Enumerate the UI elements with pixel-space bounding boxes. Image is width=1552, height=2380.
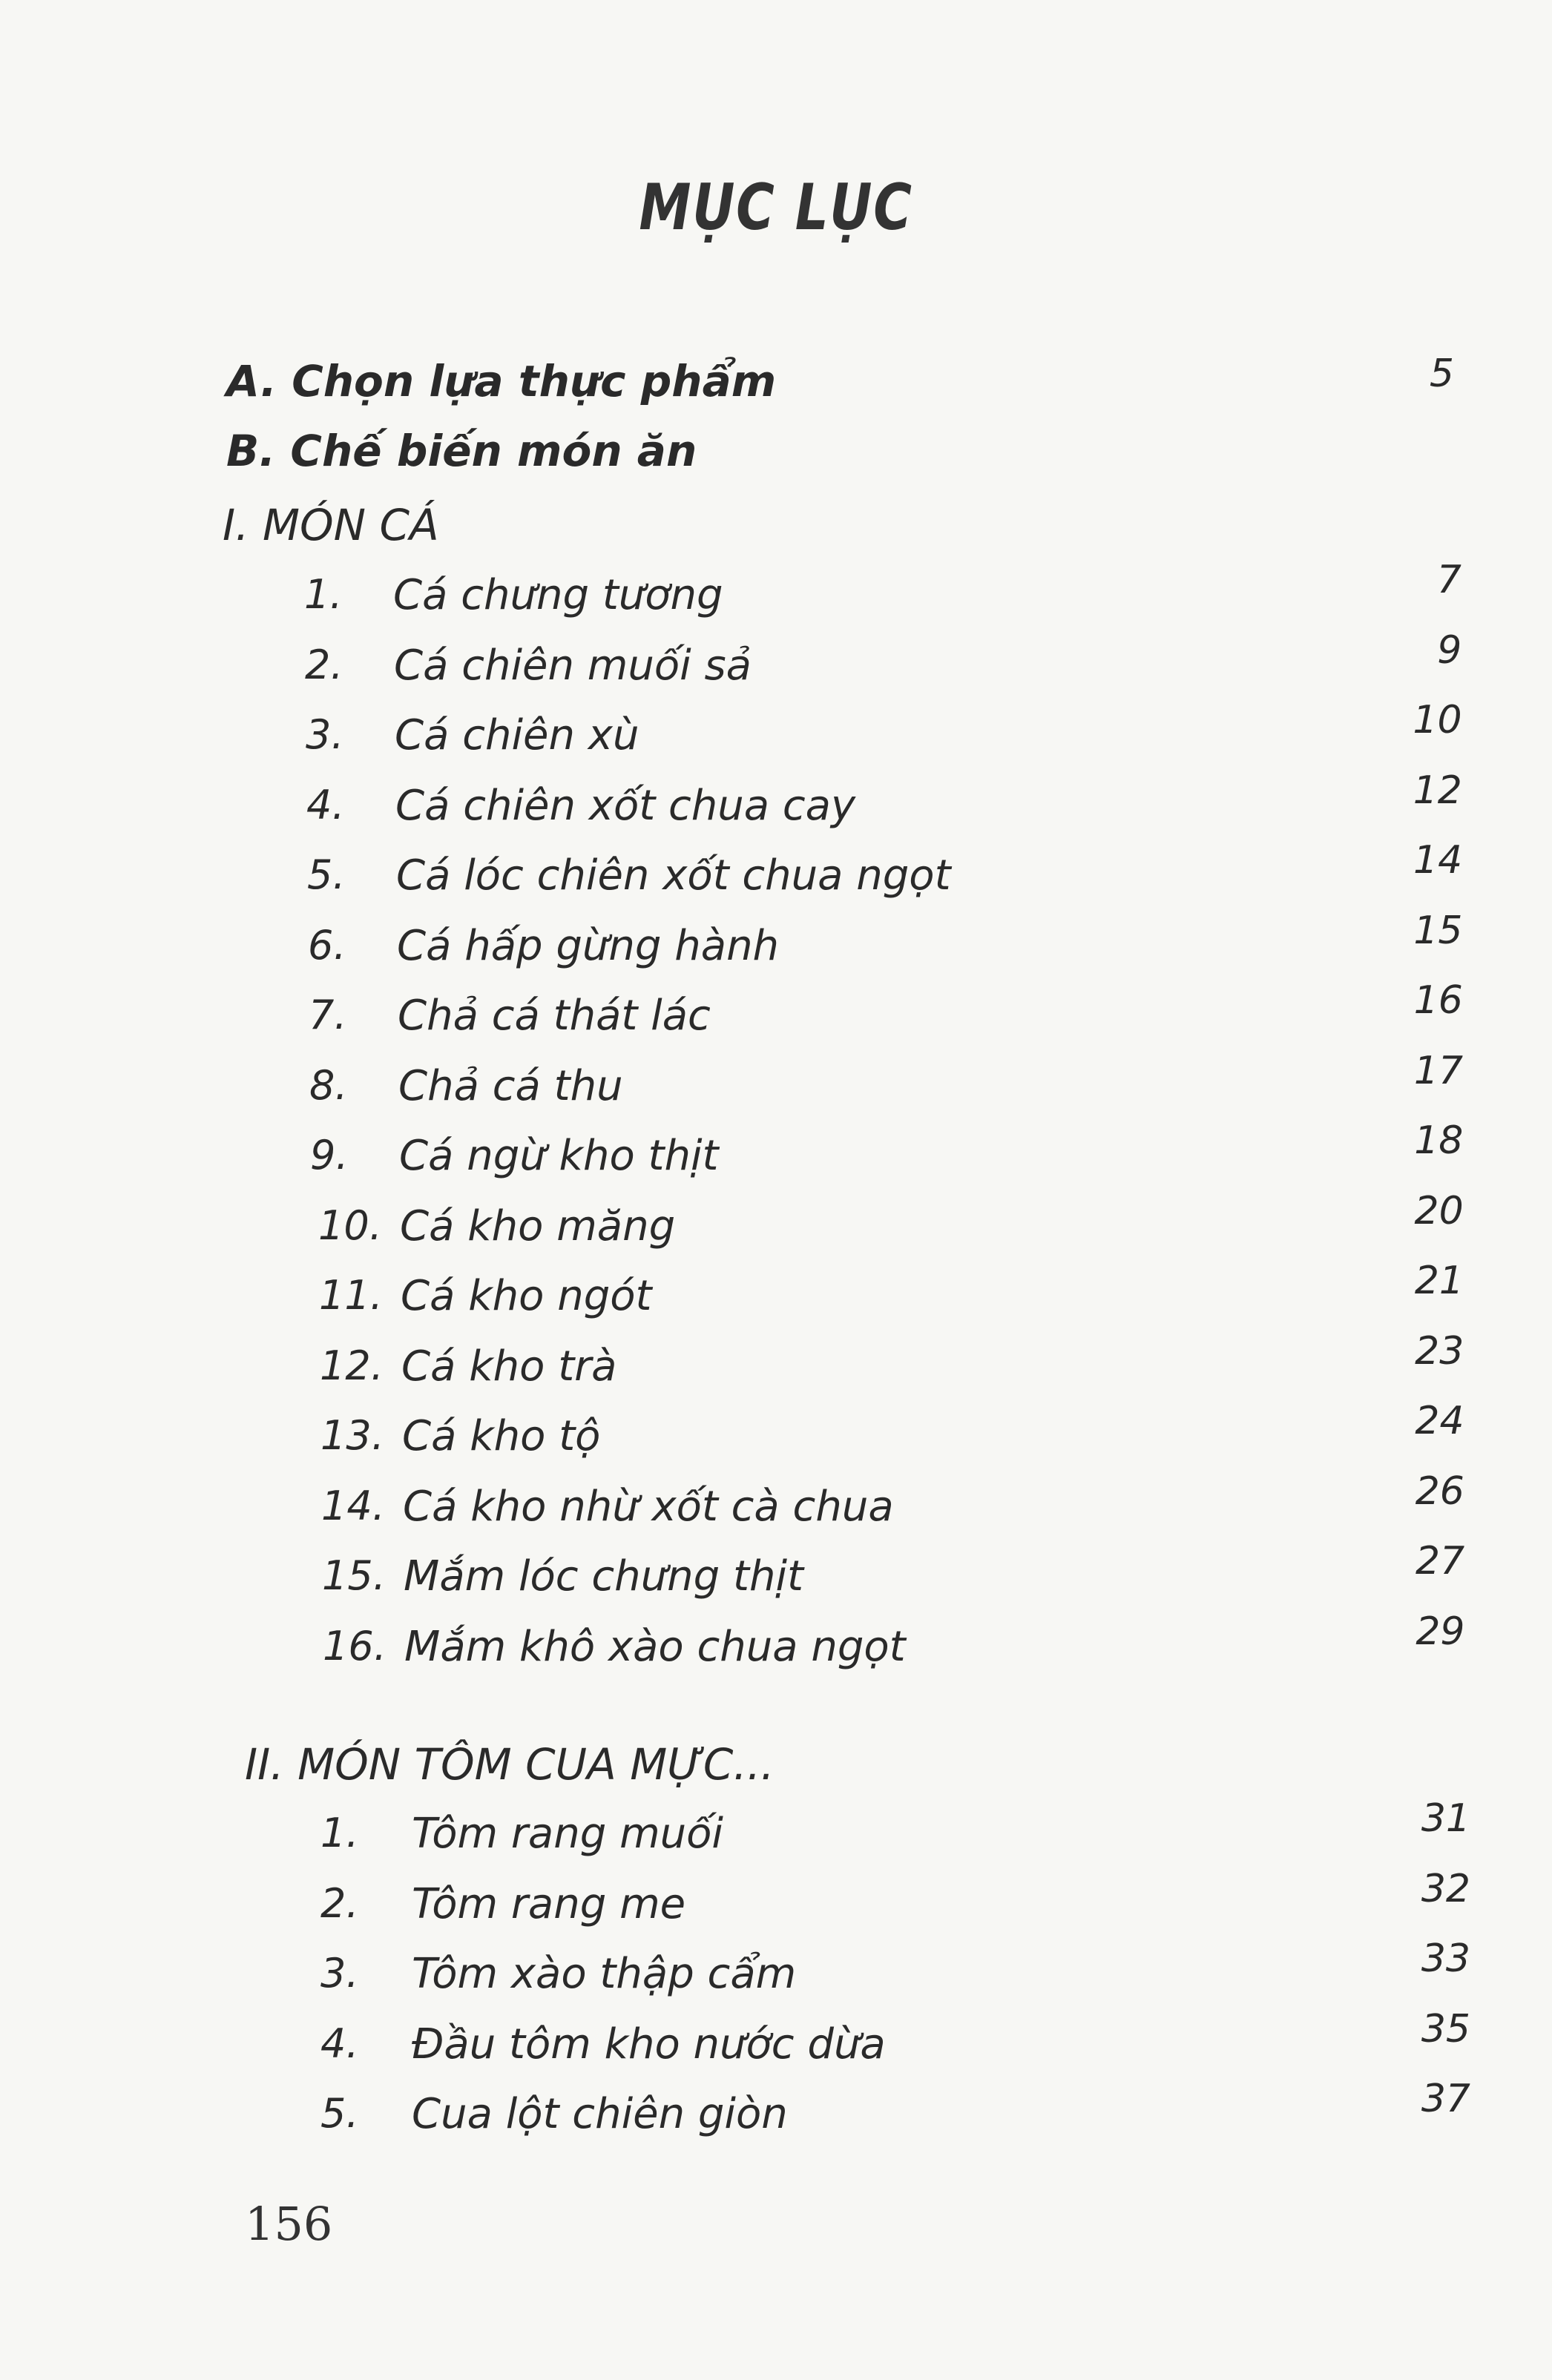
toc-item-number: 3.: [306, 711, 344, 758]
toc-item-number: 13.: [320, 1412, 384, 1459]
toc-page-number: 35: [1421, 2006, 1470, 2051]
toc-group-heading: I. MÓN CÁ: [223, 500, 439, 550]
toc-section-row: [0, 352, 1552, 426]
toc-item-row: [0, 2006, 1552, 2090]
page-number: 156: [245, 2197, 333, 2251]
toc-group-heading-row: [0, 500, 1552, 570]
toc-page-number: 20: [1414, 1188, 1464, 1233]
toc-item-label: Cá lóc chiên xốt chua ngọt: [396, 851, 951, 900]
toc-item-number: 12.: [320, 1342, 384, 1389]
toc-item-label: Mắm khô xào chua ngọt: [404, 1622, 906, 1671]
toc-item-row: [0, 1328, 1552, 1412]
toc-item-row: [0, 1866, 1552, 1950]
toc-item-label: Cá hấp gừng hành: [397, 921, 780, 970]
toc-page-number: 33: [1421, 1936, 1470, 1981]
toc-item-label: Tôm rang muối: [412, 1810, 723, 1858]
toc-item-number: 8.: [309, 1061, 348, 1109]
toc-page-number: 9: [1437, 627, 1462, 673]
toc-item-label: Cá ngừ kho thịt: [399, 1132, 719, 1180]
toc-page-number: 29: [1415, 1609, 1465, 1654]
toc-item-label: Tôm xào thập cẩm: [412, 1950, 797, 1998]
toc-item-label: Chả cá thu: [398, 1061, 623, 1110]
toc-page-number: 17: [1413, 1048, 1464, 1093]
toc-item-row: [0, 978, 1552, 1061]
toc-group-heading: II. MÓN TÔM CUA MỰC...: [245, 1739, 775, 1790]
toc-page-number: 15: [1413, 908, 1463, 953]
toc-item-label: Cá kho tộ: [402, 1412, 601, 1460]
toc-item-row: [0, 558, 1552, 641]
toc-item-number: 14.: [321, 1482, 385, 1529]
toc-item-label: Cá chiên xốt chua cay: [395, 781, 856, 830]
toc-item-row: [0, 1468, 1552, 1552]
toc-item-number: 11.: [319, 1272, 383, 1319]
toc-item-number: 5.: [307, 851, 346, 898]
toc-item-number: 1.: [304, 571, 343, 618]
toc-item-number: 4.: [320, 2020, 359, 2067]
toc-item-label: Cá kho măng: [400, 1201, 676, 1250]
toc-page-number: 27: [1415, 1539, 1465, 1583]
toc-item-label: Cá kho nhừ xốt cà chua: [403, 1482, 894, 1531]
toc-item-row: [0, 838, 1552, 921]
toc-page-number: 26: [1415, 1468, 1464, 1514]
toc-item-row: [0, 1048, 1552, 1132]
toc-page-number: 7: [1436, 558, 1461, 602]
toc-item-row: [0, 698, 1552, 781]
toc-item-row: [0, 1539, 1552, 1622]
toc-item-row: [0, 1609, 1552, 1692]
toc-item-number: 2.: [305, 641, 343, 688]
toc-item-label: Cá kho trà: [401, 1342, 617, 1391]
toc-item-row: [0, 1399, 1552, 1482]
toc-item-label: Mắm lóc chưng thịt: [404, 1552, 803, 1601]
toc-item-label: Cá chiên xù: [395, 711, 639, 759]
toc-item-number: 9.: [310, 1132, 349, 1179]
toc-item-number: 7.: [309, 992, 347, 1038]
toc-page-number: 23: [1415, 1328, 1464, 1374]
toc-item-row: [0, 2077, 1552, 2160]
toc-page-number: 31: [1421, 1796, 1470, 1841]
toc-item-number: 15.: [322, 1552, 386, 1599]
toc-item-number: 2.: [320, 1879, 359, 1927]
toc-section-label: B. Chế biến món ăn: [226, 426, 697, 476]
toc-item-number: 6.: [308, 921, 346, 969]
toc-item-number: 4.: [306, 781, 345, 828]
toc-item-number: 10.: [318, 1201, 382, 1249]
toc-page-number: 16: [1413, 978, 1463, 1023]
toc-item-row: [0, 627, 1552, 711]
toc-section-row: [0, 426, 1552, 495]
toc-item-row: [0, 768, 1552, 851]
page-title: MỤC LỤC: [639, 171, 913, 245]
toc-page-number: 24: [1415, 1399, 1464, 1443]
toc-page-number: 32: [1421, 1866, 1470, 1911]
toc-item-label: Đầu tôm kho nước dừa: [412, 2020, 886, 2069]
toc-item-row: [0, 908, 1552, 992]
toc-item-label: Tôm rang me: [412, 1879, 686, 1928]
toc-item-number: 1.: [320, 1810, 359, 1856]
toc-page-number: 21: [1414, 1259, 1464, 1303]
toc-item-row: [0, 1188, 1552, 1272]
toc-item-number: 5.: [320, 2090, 359, 2137]
toc-page-number: 12: [1413, 768, 1462, 813]
toc-item-row: [0, 1118, 1552, 1201]
toc-item-number: 3.: [320, 1950, 359, 1997]
toc-page-number: 37: [1421, 2077, 1470, 2121]
toc-group-heading-row: [0, 1739, 1552, 1809]
toc-item-row: [0, 1259, 1552, 1342]
toc-page-number: 18: [1414, 1118, 1464, 1163]
toc-section-label: A. Chọn lựa thực phẩm: [226, 356, 777, 406]
toc-page-number: 5: [1429, 352, 1454, 396]
toc-item-label: Chả cá thát lác: [398, 992, 711, 1040]
toc-item-number: 16.: [323, 1622, 387, 1669]
toc-item-label: Cua lột chiên giòn: [412, 2090, 788, 2138]
toc-page-number: 10: [1413, 698, 1462, 742]
toc-item-label: Cá kho ngót: [401, 1272, 652, 1320]
toc-item-row: [0, 1796, 1552, 1879]
toc-page-number: 14: [1413, 838, 1463, 883]
toc-item-row: [0, 1936, 1552, 2020]
toc-item-label: Cá chưng tương: [393, 571, 723, 619]
toc-item-label: Cá chiên muối sả: [394, 641, 752, 690]
